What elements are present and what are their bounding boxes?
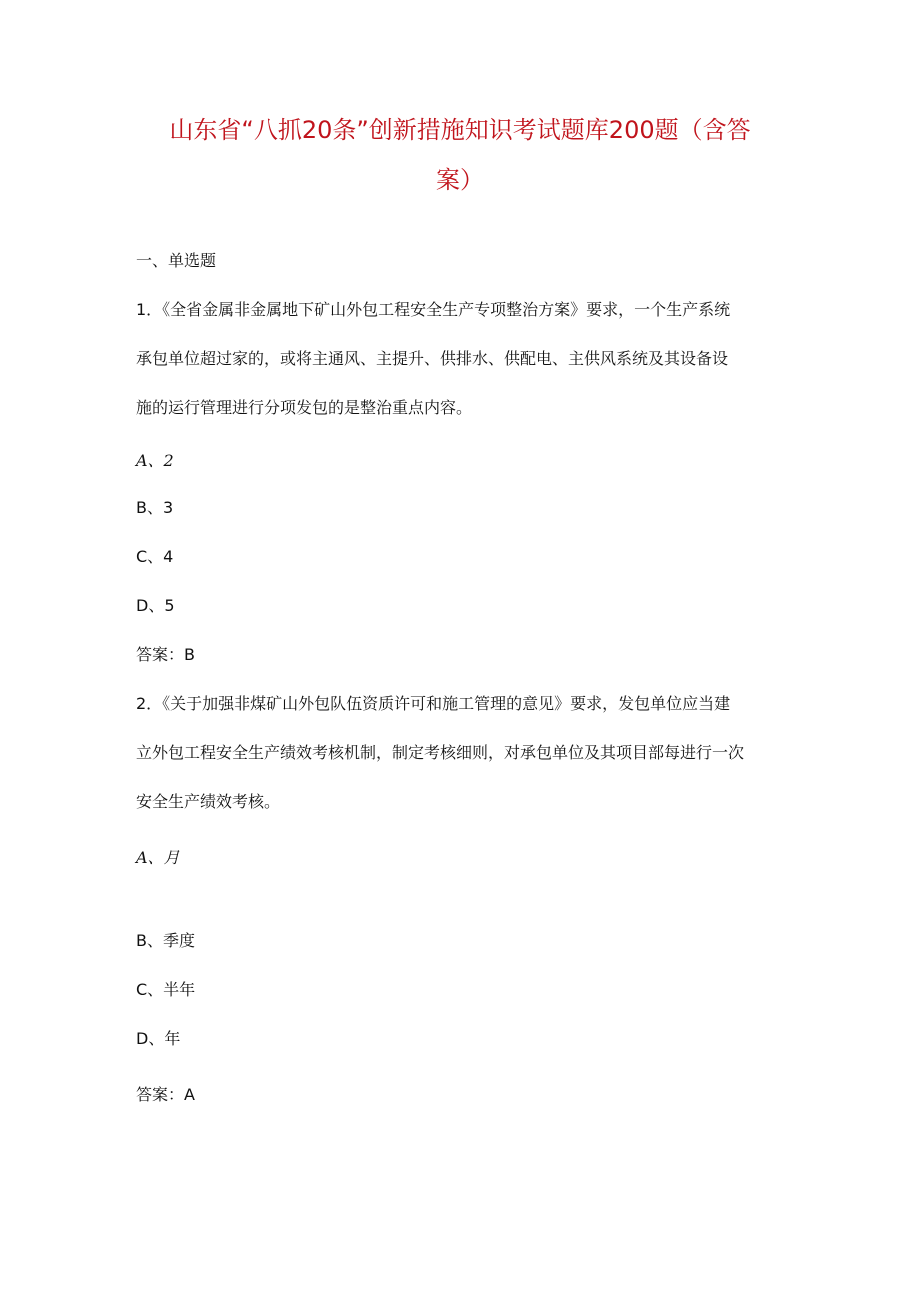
question-stem-line: 1．《全省金属非金属地下矿山外包工程安全生产专项整治方案》要求，一个生产系统 — [136, 300, 731, 319]
answer-line: 答案：A — [136, 1085, 195, 1104]
option-d: D、5 — [136, 596, 175, 615]
option-a: A、月 — [136, 848, 180, 867]
option-b: B、3 — [136, 498, 174, 517]
question-stem-line: 施的运行管理进行分项发包的是整治重点内容。 — [136, 398, 473, 417]
answer-line: 答案：B — [136, 645, 195, 664]
option-d: D、年 — [136, 1029, 181, 1048]
option-c: C、半年 — [136, 980, 196, 999]
question-stem-line: 立外包工程安全生产绩效考核机制，制定考核细则，对承包单位及其项目部每进行一次 — [136, 743, 745, 762]
document-title-line-1: 山东省“八抓20条”创新措施知识考试题库200题（含答 — [169, 116, 751, 144]
section-heading: 一、单选题 — [136, 251, 217, 270]
question-stem-line: 2．《关于加强非煤矿山外包队伍资质许可和施工管理的意见》要求，发包单位应当建 — [136, 694, 731, 713]
option-c: C、4 — [136, 547, 174, 566]
option-b: B、季度 — [136, 931, 195, 950]
option-a: A、2 — [136, 451, 174, 470]
document-title-line-2: 案） — [436, 166, 484, 194]
question-stem-line: 承包单位超过家的，或将主通风、主提升、供排水、供配电、主供风系统及其设备设 — [136, 349, 729, 368]
question-stem-line: 安全生产绩效考核。 — [136, 792, 281, 811]
